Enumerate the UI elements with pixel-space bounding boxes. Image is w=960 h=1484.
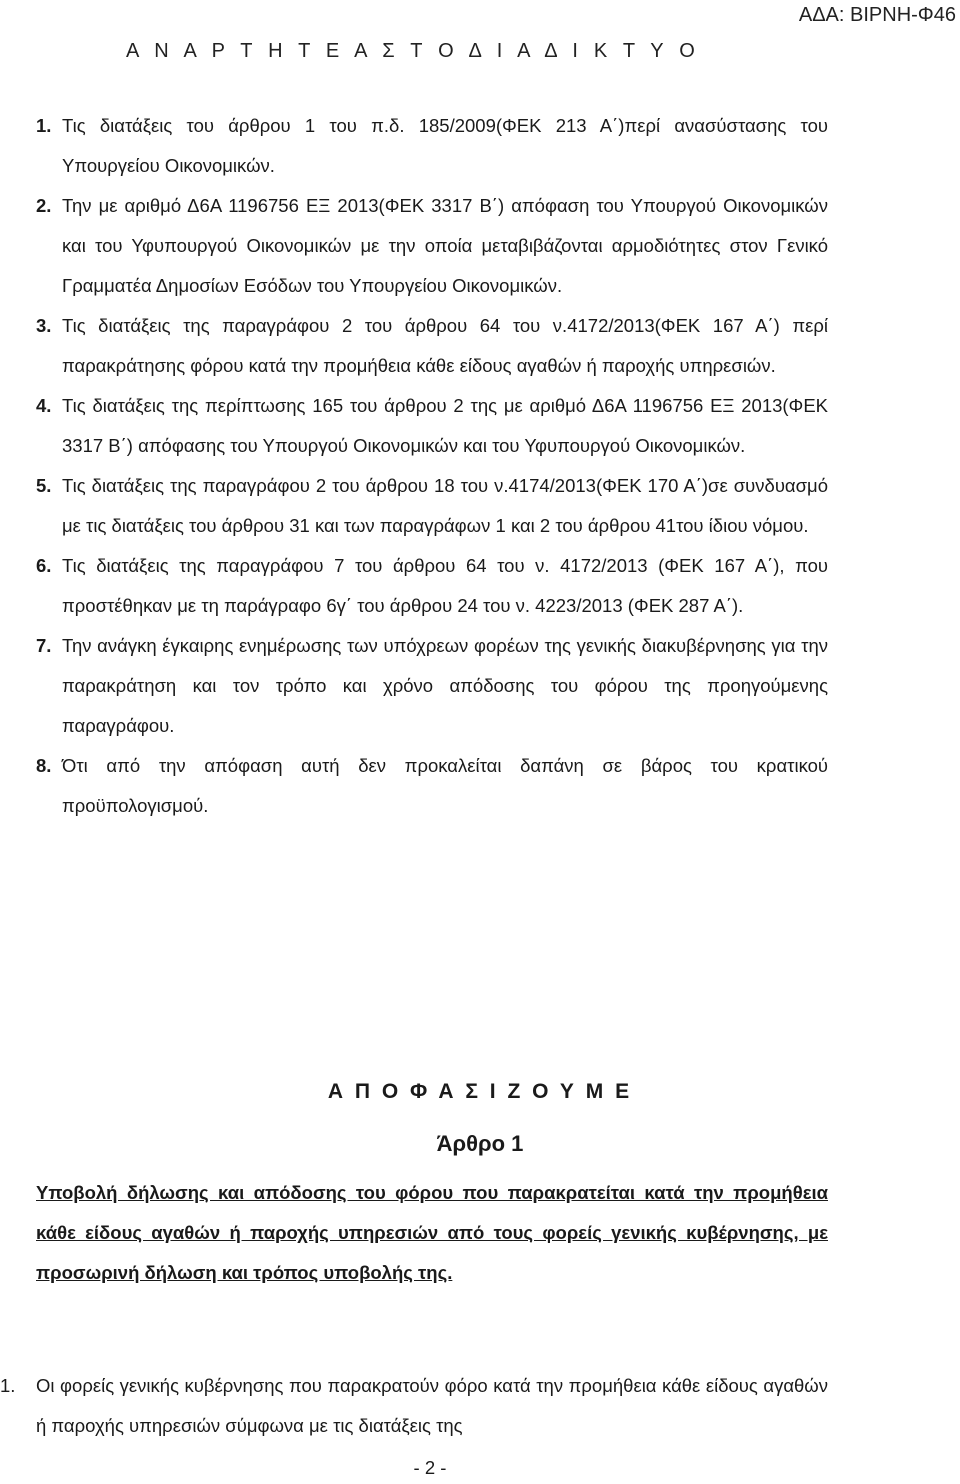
consideration-item: [36, 186, 828, 306]
item-number: 8.: [36, 755, 52, 776]
item-number: 2.: [36, 195, 52, 216]
item-text: Τις διατάξεις του άρθρου 1 του π.δ. 185/2009(ΦΕΚ 213 Α΄)περί ανασύστασης του Υπουργείου Οικονομικών.: [62, 115, 828, 176]
item-text: Τις διατάξεις της παραγράφου 2 του άρθρου 64 του ν.4172/2013(ΦΕΚ 167 Α΄) περί παρακράτησης φόρου κατά την προμήθεια κάθε είδους αγαθών ή παροχής υπηρεσιών.: [62, 315, 828, 376]
consideration-item: [36, 466, 828, 546]
article-title: Άρθρο 1: [436, 1131, 524, 1156]
ada-code: ΑΔΑ: ΒΙΡΝΗ-Φ46: [798, 4, 956, 26]
item-number: 5.: [36, 475, 52, 496]
item-number: 7.: [36, 635, 52, 656]
decision-heading: Α Π Ο Φ Α Σ Ι Ζ Ο Υ Μ Ε: [327, 1080, 633, 1103]
item-text: Τις διατάξεις της παραγράφου 7 του άρθρου 64 του ν. 4172/2013 (ΦΕΚ 167 Α΄), που προστέθηκαν με τη παράγραφο 6γ΄ του άρθρου 24 του ν. 4223/2013 (ΦΕΚ 287 Α΄).: [62, 555, 828, 616]
consideration-item: [36, 386, 828, 466]
consideration-item: [36, 746, 828, 826]
item-text: Ότι από την απόφαση αυτή δεν προκαλείται δαπάνη σε βάρος του κρατικού προϋπολογισμού.: [62, 755, 828, 816]
item-number: 1.: [36, 115, 52, 136]
consideration-item: [36, 626, 828, 746]
page-header: Α Ν Α Ρ Τ Η Τ Ε Α Σ Τ Ο Δ Ι Α Δ Ι Κ Τ Υ Ο: [126, 40, 698, 62]
paragraph-text: Οι φορείς γενικής κυβέρνησης που παρακρατούν φόρο κατά την προμήθεια κάθε είδους αγαθών ή παροχής υπηρεσιών σύμφωνα με τις διατάξεις της: [36, 1375, 828, 1436]
item-text: Τις διατάξεις της περίπτωσης 165 του άρθρου 2 της με αριθμό Δ6Α 1196756 ΕΞ 2013(ΦΕΚ 3317 Β΄) απόφασης του Υπουργού Οικονομικών και του Υφυπουργού Οικονομικών.: [62, 395, 828, 456]
item-number: 6.: [36, 555, 52, 576]
consideration-item: [36, 546, 828, 626]
considerations-list: [36, 106, 828, 826]
item-number: 3.: [36, 315, 52, 336]
consideration-item: [36, 306, 828, 386]
item-number: 4.: [36, 395, 52, 416]
article-paragraph: [0, 1366, 828, 1446]
item-text: Την ανάγκη έγκαιρης ενημέρωσης των υπόχρεων φορέων της γενικής διακυβέρνησης για την παρακράτηση και τον τρόπο και χρόνο απόδοσης του φόρου της προηγούμενης παραγράφου.: [62, 635, 828, 736]
consideration-item: [36, 106, 828, 186]
article-heading: Υποβολή δήλωσης και απόδοσης του φόρου που παρακρατείται κατά την προμήθεια κάθε είδους αγαθών ή παροχής υπηρεσιών από τους φορείς γενικής κυβέρνησης, με προσωρινή δήλωση και τρόπος υποβολής της.: [36, 1182, 828, 1283]
paragraph-number: 1.: [0, 1375, 16, 1396]
item-text: Την με αριθμό Δ6Α 1196756 ΕΞ 2013(ΦΕΚ 3317 Β΄) απόφαση του Υπουργού Οικονομικών και του Υφυπουργού Οικονομικών με την οποία μεταβιβάζονται αρμοδιότητες στον Γενικό Γραμματέα Δημοσίων Εσόδων του Υπουργείου Οικονομικών.: [62, 195, 828, 296]
item-text: Τις διατάξεις της παραγράφου 2 του άρθρου 18 του ν.4174/2013(ΦΕΚ 170 Α΄)σε συνδυασμό με τις διατάξεις του άρθρου 31 και των παραγράφων 1 και 2 του άρθρου 41του ίδιου νόμου.: [62, 475, 828, 536]
page-number: - 2 -: [413, 1457, 447, 1478]
